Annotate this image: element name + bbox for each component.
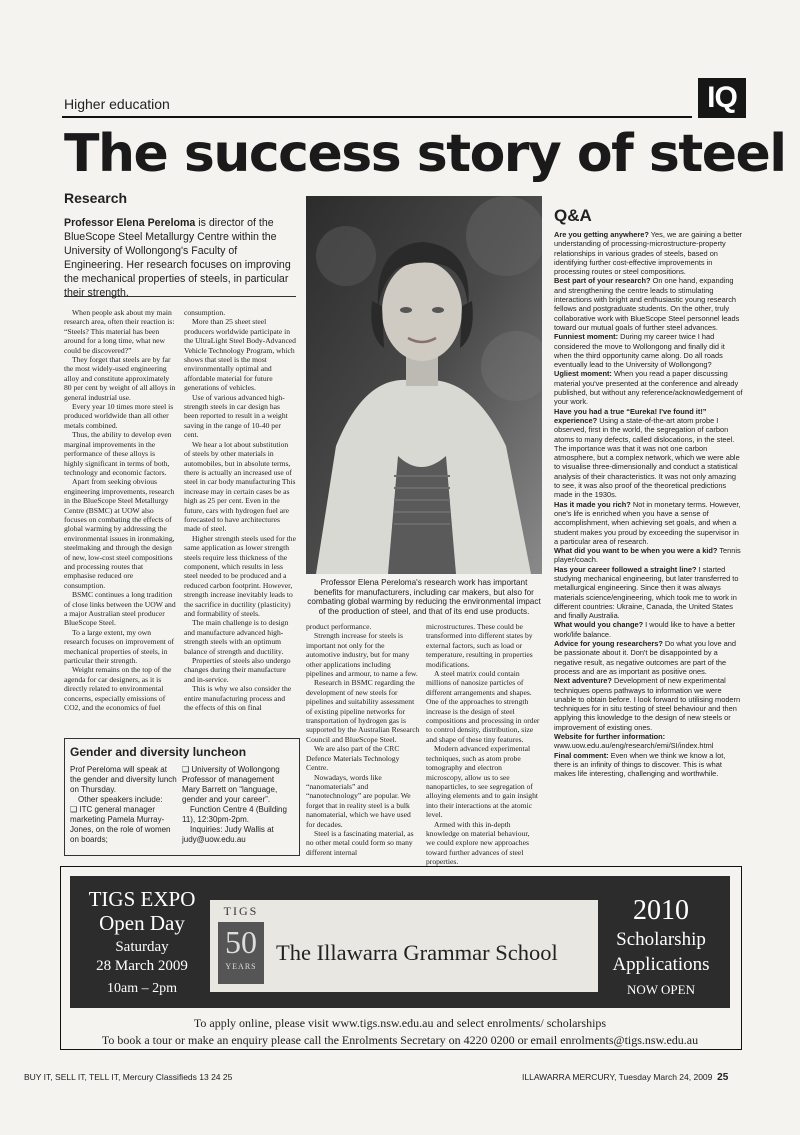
article-column-2 [184, 308, 296, 712]
luncheon-text: Other speakers include: [78, 795, 163, 804]
qa-question: Website for further information: [554, 732, 666, 742]
luncheon-text: Inquiries: Judy Wallis at judy@uow.edu.au [182, 825, 274, 844]
qa-question: Next adventure? [554, 676, 612, 686]
paragraph: Higher strength steels used for the same application as lower strength steels require less thickness of the component, which results in less steel needed to be produced and a reduced carbon footprint. However, strength increase inevitably leads to the sacrifice in ductility (plasticity) and formability of steels. [184, 533, 296, 618]
qa-item [554, 332, 744, 369]
years-number: 50 [225, 924, 257, 960]
paragraph: More than 25 sheet steel producers worldwide participate in the UltraLight Steel Body-Advanced Vehicle Technology Program, which shows that steel is the most environmentally optimal and affordable material for future generations of vehicles. [184, 317, 296, 393]
luncheon-title: Gender and diversity luncheon [70, 745, 247, 759]
intro-paragraph [64, 216, 296, 300]
luncheon-text: Prof Pereloma will speak at the gender and diversity lunch on Thursday. [70, 765, 177, 794]
luncheon-left-column [70, 765, 178, 845]
expo-day: Saturday [115, 939, 169, 955]
paragraph: Properties of steels also undergo changes during their manufacture and in-service. [184, 656, 291, 684]
school-name: The Illawarra Grammar School [276, 940, 558, 965]
expo-date: 28 March 2009 [96, 958, 188, 974]
article-column-4 [426, 622, 540, 867]
paragraph: microstructures. These could be transformed into different states by external factors, such as load or temperature, resulting in properties modifications. [426, 622, 533, 669]
ad-contact-line: To book a tour or make an enquiry please call the Enrolments Secretary on 4220 0200 or email enrolments@tigs.nsw.edu.au [101, 1033, 699, 1047]
qa-question: Funniest moment: [554, 332, 619, 342]
paragraph: consumption. [184, 308, 226, 317]
years-word: YEARS [225, 962, 257, 971]
ad-open-day [78, 888, 206, 999]
qa-question: Advice for young researchers? [554, 639, 663, 649]
qa-item [554, 732, 744, 751]
qa-question: What did you want to be when you were a kid? [554, 546, 718, 556]
iq-badge: IQ [698, 78, 746, 118]
paragraph: Armed with this in-depth knowledge on material behaviour, we could explore new approaches toward further advances of steel properties. [426, 819, 530, 867]
intro-text: is director of the BlueScope Steel Metallurgy Centre within the University of Wollongong's Faculty of Engineering. Her research focuses on improving the mechanical properties of steels, in particular their strength. [64, 217, 291, 299]
luncheon-text: ❑ ITC general manager marketing Pamela Murray-Jones, on the role of women on boards; [70, 805, 171, 844]
qa-item [554, 230, 744, 276]
qa-item [554, 276, 744, 332]
qa-item [554, 639, 744, 676]
paragraph: A steel matrix could contain millions of nanosize particles of different arrangements and shapes. One of the approaches to strength increase is the design of steel compositions and processing in order to control density, distribution, size and shape of these tiny features. [426, 669, 540, 744]
luncheon-text: ❑ University of Wollongong Professor of management Mary Barrett on “language, gender and your career”. [182, 765, 280, 804]
expo-time: 10am – 2pm [107, 981, 177, 996]
tigs-logo-text: TIGS [223, 904, 259, 918]
qa-answer: Using a state-of-the-art atom probe I observed, first in the world, the segregation of carbon atoms to many defects, called dislocations, in the steel. The importance was that it was not one carbon atmosphere, but a complex network, which we were able to visualise three-dimensionally and conduct a statistical analysis of their characteristics. It was not only amazing to see, it was also proof of the theoretical predictions made in the 1930s. [554, 415, 740, 500]
qa-question: Has your career followed a straight line? [554, 564, 697, 574]
qa-answer: When you read a paper discussing material you've presented at the conference and already published, but without any reference/acknowledgement of your work. [554, 369, 743, 407]
portrait-photo [306, 196, 542, 574]
qa-answer: Development of new experimental techniques opens pathways to information we were unable to obtain before. I look forward to utilising modern techniques for in situ testing of steel behaviour and then applying this knowledge to the design of new steels or improvement of existing ones. [554, 676, 741, 732]
paragraph: We hear a lot about substitution of steels by other materials in automobiles, but in absolute terms, there is actually an increased use of steel in car body manufacturing This increase may in certain cases be as high as 25 per cent. Even in the future, cars with hydrogen fuel are forecasted to have architectures made of steel. [184, 439, 296, 534]
now-open-label: NOW OPEN [626, 982, 695, 997]
paragraph: When people ask about my main research area, often their reaction is: “Steels? This material has been around for a long time, what new could be discovered?” [64, 308, 175, 355]
subsection-label: Research [64, 190, 128, 206]
qa-answer: During my career twice I had considered the move to Wollongong and finally did it when the third opportunity came along. Do all roads eventually lead to the University of Wollongong? [554, 332, 725, 370]
page-number: 25 [717, 1072, 729, 1083]
scholarship-year: 2010 [633, 895, 689, 926]
section-label: Higher education [64, 96, 170, 112]
photo-caption: Professor Elena Pereloma's research work has important benefits for manufacturers, including car makers, but also for combating global warming by reducing the environmental impact of the production of steel, and that of its end use products. [307, 578, 541, 616]
qa-item [554, 751, 744, 779]
paragraph: To a large extent, my own research focuses on improvement of mechanical properties of steels, in particular their strength. [64, 627, 175, 666]
qa-item [554, 546, 744, 565]
qa-item [554, 500, 744, 546]
footer-classifieds: BUY IT, SELL IT, TELL IT, Mercury Classifieds 13 24 25 [24, 1072, 233, 1082]
paragraph: We are also part of the CRC Defence Materials Technology Centre. [306, 744, 400, 773]
qa-answer: Even when we think we know a lot, there is an infinity of things to discover. This is what makes life interesting, challenging and worthwhile. [554, 750, 726, 779]
article-column-3 [306, 622, 420, 857]
qa-answer: I would like to have a better work/life balance. [554, 620, 736, 639]
qa-question: What would you change? [554, 620, 644, 630]
qa-answer: Tennis player/coach. [554, 546, 741, 565]
qa-section [554, 230, 744, 779]
luncheon-right-column [182, 765, 294, 845]
paragraph: Every year 10 times more steel is produced worldwide than all other metals combined. [64, 402, 174, 430]
paragraph: Nowadays, words like “nanomaterials” and “nanotechnology” are popular. We forget that in reality steel is a bulk nanomaterial, which we have used for decades. [306, 772, 411, 829]
qa-item [554, 565, 744, 621]
expo-title: TIGS EXPO [88, 887, 196, 911]
qa-item [554, 369, 744, 406]
section-rule [62, 116, 692, 118]
paragraph: product performance. [306, 622, 372, 631]
qa-question: Has it made you rich? [554, 499, 631, 509]
qa-answer: Yes, we are gaining a better understanding of processing-microstructure-property relationships in various grades of steels, based on identifying further cost-effective improvements in processing routes or steel compositions. [554, 230, 743, 277]
portrait-photo-image [306, 196, 542, 574]
qa-question: Ugliest moment: [554, 369, 612, 379]
paragraph: Research in BSMC regarding the development of new steels for pipelines and suitability assessment of existing pipeline networks for transportation of hydrogen gas is supported by the Australian Research Council and BlueScope Steel. [306, 678, 420, 744]
qa-item [554, 407, 744, 500]
paragraph: Steel is a fascinating material, as no other metal could form so many different internal [306, 828, 414, 857]
paragraph: Use of various advanced high-strength steels in car design has been reported to result in a weight saving in the range of 10-40 per cent. [184, 392, 288, 440]
qa-question: Have you had a true “Eureka! I've found it!” experience? [554, 406, 707, 425]
headline: The success story of steel [64, 124, 786, 184]
qa-title: Q&A [554, 206, 592, 225]
qa-question: Final comment: [554, 750, 609, 760]
qa-item [554, 620, 744, 639]
qa-answer: I started studying mechanical engineering, but later transferred to metallurgical engineering. Since then it was always materials science/engineering, which took me to work in different countries: Ukraine, Canada, the United States and finally Australia. [554, 564, 739, 621]
qa-answer: Not in monetary terms. However, one's life is enriched when you have a sense of accomplishment, when achieving set goals, and when a student makes you proud by exceeding the supervisor in a particular area of research. [554, 499, 741, 546]
paragraph: BSMC continues a long tradition of close links between the UOW and a major Australian steel producer BlueScope Steel. [64, 590, 176, 628]
paragraph: Strength increase for steels is important not only for the automotive industry, but for many other applications including pipelines and armour, to name a few. [306, 631, 418, 679]
paragraph: Modern advanced experimental techniques, such as atom probe tomography and electron microscopy, allow us to see nanoparticles, to see segregation of alloying elements and to gain insight into their interactions at the atomic level. [426, 744, 538, 820]
luncheon-text: Function Centre 4 (Building 11), 12:30pm-2pm. [182, 805, 287, 824]
paragraph: They forget that steels are by far the most widely-used engineering alloy and constitute approximately 80 per cent by weight of all alloys in general industrial use. [64, 355, 176, 402]
article-column-1 [64, 308, 176, 712]
paragraph: Thus, the ability to develop even marginal improvements in the performance of these alloys is highly significant in terms of both, technology and economic factors. [64, 430, 172, 477]
intro-name: Professor Elena Pereloma [64, 217, 196, 229]
footer-masthead [522, 1072, 728, 1083]
qa-answer: On one hand, expanding and strengthening the centre leads to stimulating interactions with bright and enthusiastic young research fellows and postgraduate students. On the other, truly collaborative work with BlueScope Steel personnel leads toward our mutual goals of further steel advances. [554, 276, 740, 332]
expo-subtitle: Open Day [99, 911, 185, 935]
qa-item [554, 676, 744, 732]
paragraph: Apart from seeking obvious engineering improvements, research in the BlueScope Steel Metallurgy Centre (BSMC) at UOW also focuses on combating the effects of global warming by addressing the environmental issues in ironmaking, steelmaking and through the design of new, low-cost steel compositions and processing routes that emphasise reduced ore consumption. [64, 477, 175, 590]
ad-apply-line: To apply online, please visit www.tigs.nsw.edu.au and select enrolments/ scholarships [193, 1016, 607, 1030]
applications-label: Applications [612, 954, 710, 975]
paragraph: The main challenge is to design and manufacture advanced high-strength steels with an optimum balance of strength and ductility. [184, 618, 289, 656]
paragraph: This is why we also consider the entire manufacturing process and the effects of this on final [184, 684, 292, 713]
paragraph: Weight remains on the top of the agenda for car designers, as it is directly related to environmental concerns, especially emissions of CO2, and the economics of fuel [64, 665, 172, 713]
qa-answer: www.uow.edu.au/eng/research/emi/SI/index.html [554, 741, 714, 751]
qa-question: Are you getting anywhere? [554, 230, 649, 239]
footer-paper-date: ILLAWARRA MERCURY, Tuesday March 24, 2009 [522, 1072, 713, 1082]
scholarship-label: Scholarship [616, 929, 706, 950]
ad-scholarship [596, 896, 726, 998]
qa-question: Best part of your research? [554, 276, 651, 286]
fifty-years-logo [218, 922, 264, 984]
qa-answer: Do what you love and be passionate about it. Don't be disappointed by a negative result, as negative outcomes are part of the process and are as important as positive ones. [554, 639, 736, 676]
intro-rule [64, 296, 296, 297]
